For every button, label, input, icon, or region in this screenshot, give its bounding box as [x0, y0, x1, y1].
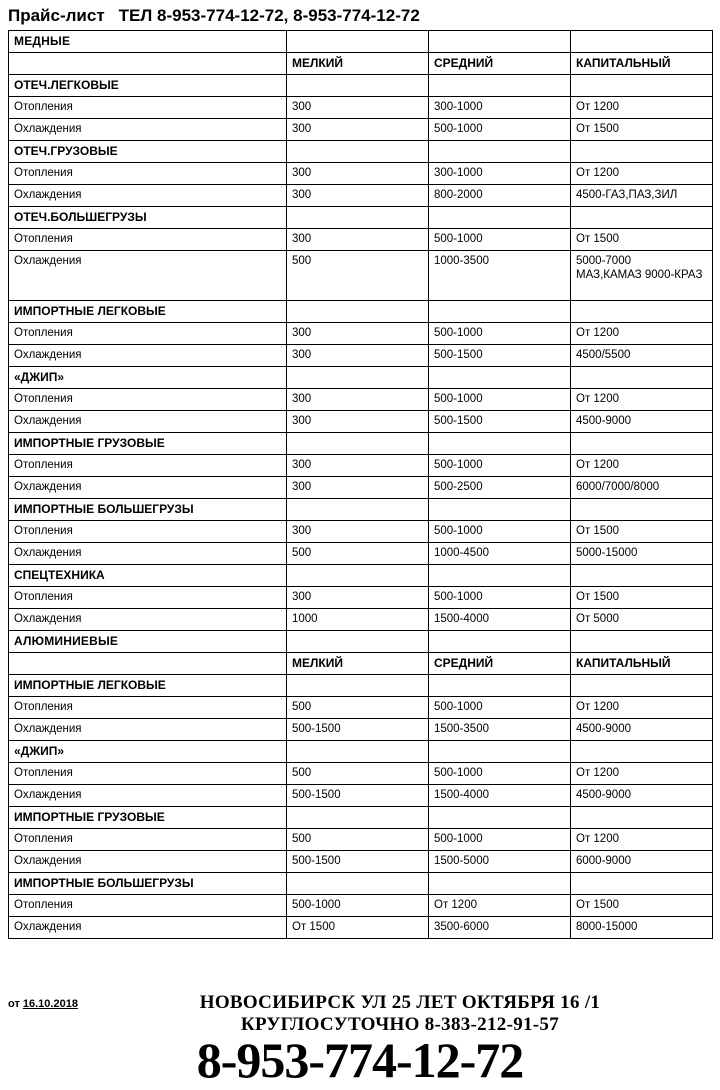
group-blank-cell — [429, 141, 571, 163]
group-blank-cell — [287, 433, 429, 455]
cell-melkiy: 500 — [287, 543, 429, 565]
row-label: Отопления — [9, 587, 287, 609]
group-blank-cell — [287, 75, 429, 97]
group-header-row — [9, 675, 713, 697]
table-row — [9, 829, 713, 851]
table-row — [9, 323, 713, 345]
group-title: ИМПОРТНЫЕ ГРУЗОВЫЕ — [9, 807, 287, 829]
column-header-blank — [9, 653, 287, 675]
row-label: Охлаждения — [9, 477, 287, 499]
cell-kapitalniy: 6000/7000/8000 — [571, 477, 713, 499]
group-blank-cell — [429, 741, 571, 763]
table-row — [9, 251, 713, 301]
row-label: Отопления — [9, 455, 287, 477]
row-label: Охлаждения — [9, 119, 287, 141]
cell-kapitalniy: От 1200 — [571, 763, 713, 785]
row-label: Охлаждения — [9, 543, 287, 565]
cell-kapitalniy: От 1200 — [571, 697, 713, 719]
table-row — [9, 851, 713, 873]
cell-kapitalniy: От 1500 — [571, 229, 713, 251]
cell-kapitalniy: От 1500 — [571, 895, 713, 917]
cell-kapitalniy: От 1500 — [571, 521, 713, 543]
cell-sredniy: 500-1000 — [429, 323, 571, 345]
cell-sredniy: 1000-4500 — [429, 543, 571, 565]
group-header-row — [9, 565, 713, 587]
group-blank-cell — [429, 207, 571, 229]
group-blank-cell — [287, 675, 429, 697]
column-header-row — [9, 653, 713, 675]
table-row — [9, 389, 713, 411]
table-row — [9, 229, 713, 251]
cell-sredniy: 500-1000 — [429, 119, 571, 141]
cell-kapitalniy: 8000-15000 — [571, 917, 713, 939]
cell-sredniy: 3500-6000 — [429, 917, 571, 939]
cell-kapitalniy: 6000-9000 — [571, 851, 713, 873]
table-row — [9, 185, 713, 207]
group-blank-cell — [571, 873, 713, 895]
cell-kapitalniy: От 1500 — [571, 119, 713, 141]
cell-sredniy: 500-1000 — [429, 455, 571, 477]
group-title: СПЕЦТЕХНИКА — [9, 565, 287, 587]
row-label: Отопления — [9, 163, 287, 185]
row-label: Охлаждения — [9, 719, 287, 741]
cell-sredniy: 500-1000 — [429, 697, 571, 719]
row-label: Отопления — [9, 323, 287, 345]
table-row — [9, 411, 713, 433]
row-label: Охлаждения — [9, 851, 287, 873]
group-title: ИМПОРТНЫЕ ЛЕГКОВЫЕ — [9, 675, 287, 697]
cell-melkiy: 300 — [287, 587, 429, 609]
cell-melkiy: 300 — [287, 455, 429, 477]
group-blank-cell — [571, 301, 713, 323]
cell-kapitalniy: От 1200 — [571, 323, 713, 345]
cell-melkiy: 500-1000 — [287, 895, 429, 917]
group-blank-cell — [429, 75, 571, 97]
group-blank-cell — [429, 367, 571, 389]
row-label: Охлаждения — [9, 609, 287, 631]
page-header — [0, 0, 720, 30]
group-title: «ДЖИП» — [9, 367, 287, 389]
group-blank-cell — [571, 499, 713, 521]
group-blank-cell — [287, 141, 429, 163]
table-row — [9, 477, 713, 499]
section-blank-cell — [287, 31, 429, 53]
section-blank-cell — [571, 31, 713, 53]
cell-melkiy: 500 — [287, 829, 429, 851]
cell-melkiy: 300 — [287, 477, 429, 499]
group-blank-cell — [429, 301, 571, 323]
header-phone-numbers: ТЕЛ 8-953-774-12-72, 8-953-774-12-72 — [118, 6, 420, 25]
cell-kapitalniy: От 1200 — [571, 97, 713, 119]
cell-sredniy: 500-1500 — [429, 345, 571, 367]
table-row — [9, 609, 713, 631]
group-blank-cell — [571, 75, 713, 97]
table-row — [9, 785, 713, 807]
cell-sredniy: 1500-5000 — [429, 851, 571, 873]
group-blank-cell — [429, 433, 571, 455]
row-label: Отопления — [9, 895, 287, 917]
group-title: «ДЖИП» — [9, 741, 287, 763]
section-blank-cell — [287, 631, 429, 653]
table-row — [9, 543, 713, 565]
group-blank-cell — [287, 565, 429, 587]
cell-sredniy: 500-2500 — [429, 477, 571, 499]
cell-melkiy: 300 — [287, 323, 429, 345]
cell-sredniy: 500-1000 — [429, 521, 571, 543]
cell-kapitalniy: 5000-7000 МАЗ,КАМАЗ 9000-КРАЗ — [571, 251, 713, 301]
cell-kapitalniy: От 1200 — [571, 389, 713, 411]
group-title: ИМПОРТНЫЕ БОЛЬШЕГРУЗЫ — [9, 499, 287, 521]
cell-kapitalniy: 4500-ГАЗ,ПАЗ,ЗИЛ — [571, 185, 713, 207]
group-blank-cell — [571, 367, 713, 389]
row-label: Отопления — [9, 521, 287, 543]
cell-sredniy: 800-2000 — [429, 185, 571, 207]
cell-melkiy: 500 — [287, 697, 429, 719]
address-block — [88, 992, 712, 1036]
table-row — [9, 521, 713, 543]
section-header-row — [9, 631, 713, 653]
group-blank-cell — [287, 207, 429, 229]
section-title: МЕДНЫЕ — [9, 31, 287, 53]
table-row — [9, 587, 713, 609]
address-line-2: КРУГЛОСУТОЧНО 8-383-212-91-57 — [240, 1013, 560, 1035]
cell-melkiy: 300 — [287, 389, 429, 411]
page-footer — [0, 992, 720, 1090]
group-title: ОТЕЧ.ЛЕГКОВЫЕ — [9, 75, 287, 97]
group-header-row — [9, 807, 713, 829]
group-title: ОТЕЧ.БОЛЬШЕГРУЗЫ — [9, 207, 287, 229]
table-row — [9, 455, 713, 477]
section-blank-cell — [571, 631, 713, 653]
table-row — [9, 895, 713, 917]
cell-sredniy: 1500-3500 — [429, 719, 571, 741]
cell-melkiy: 300 — [287, 163, 429, 185]
cell-sredniy: 500-1000 — [429, 229, 571, 251]
group-title: ОТЕЧ.ГРУЗОВЫЕ — [9, 141, 287, 163]
cell-kapitalniy: От 1200 — [571, 455, 713, 477]
table-row — [9, 119, 713, 141]
cell-kapitalniy: 4500/5500 — [571, 345, 713, 367]
cell-melkiy: 300 — [287, 411, 429, 433]
group-blank-cell — [571, 741, 713, 763]
page-title: Прайс-лист — [8, 6, 105, 25]
table-row — [9, 345, 713, 367]
cell-kapitalniy: 5000-15000 — [571, 543, 713, 565]
cell-kapitalniy: 4500-9000 — [571, 719, 713, 741]
group-blank-cell — [571, 807, 713, 829]
column-header-kapitalniy: КАПИТАЛЬНЫЙ — [571, 53, 713, 75]
column-header-sredniy: СРЕДНИЙ — [429, 653, 571, 675]
group-blank-cell — [429, 675, 571, 697]
cell-melkiy: 300 — [287, 345, 429, 367]
group-blank-cell — [287, 873, 429, 895]
group-header-row — [9, 433, 713, 455]
group-blank-cell — [571, 433, 713, 455]
date-value: 16.10.2018 — [22, 997, 78, 1010]
cell-sredniy: 500-1500 — [429, 411, 571, 433]
group-blank-cell — [287, 807, 429, 829]
cell-sredniy: 300-1000 — [429, 163, 571, 185]
column-header-blank — [9, 53, 287, 75]
cell-kapitalniy: От 1200 — [571, 829, 713, 851]
column-header-melkiy: МЕЛКИЙ — [287, 53, 429, 75]
main-phone-number: 8-953-774-12-72 — [196, 1031, 524, 1088]
table-row — [9, 719, 713, 741]
cell-melkiy: 500-1500 — [287, 785, 429, 807]
section-header-row — [9, 31, 713, 53]
group-header-row — [9, 499, 713, 521]
row-label: Отопления — [9, 229, 287, 251]
group-blank-cell — [571, 141, 713, 163]
date-prefix: от — [8, 997, 23, 1010]
column-header-sredniy: СРЕДНИЙ — [429, 53, 571, 75]
cell-melkiy: 300 — [287, 185, 429, 207]
cell-sredniy: 500-1000 — [429, 829, 571, 851]
group-blank-cell — [571, 207, 713, 229]
price-table — [8, 30, 713, 939]
cell-sredniy: От 1200 — [429, 895, 571, 917]
cell-melkiy: 500-1500 — [287, 851, 429, 873]
cell-sredniy: 1000-3500 — [429, 251, 571, 301]
group-blank-cell — [287, 301, 429, 323]
group-title: ИМПОРТНЫЕ ЛЕГКОВЫЕ — [9, 301, 287, 323]
cell-melkiy: 1000 — [287, 609, 429, 631]
cell-sredniy: 500-1000 — [429, 763, 571, 785]
cell-melkiy: 300 — [287, 521, 429, 543]
row-label: Отопления — [9, 389, 287, 411]
cell-kapitalniy: 4500-9000 — [571, 411, 713, 433]
cell-melkiy: 500 — [287, 763, 429, 785]
group-blank-cell — [571, 675, 713, 697]
cell-kapitalniy: От 1500 — [571, 587, 713, 609]
group-header-row — [9, 873, 713, 895]
cell-melkiy: 300 — [287, 97, 429, 119]
group-blank-cell — [429, 565, 571, 587]
price-date — [8, 992, 78, 1010]
cell-kapitalniy: 4500-9000 — [571, 785, 713, 807]
group-blank-cell — [429, 499, 571, 521]
row-label: Охлаждения — [9, 345, 287, 367]
section-title: АЛЮМИНИЕВЫЕ — [9, 631, 287, 653]
table-row — [9, 763, 713, 785]
group-blank-cell — [429, 873, 571, 895]
row-label: Охлаждения — [9, 411, 287, 433]
group-header-row — [9, 741, 713, 763]
group-title: ИМПОРТНЫЕ ГРУЗОВЫЕ — [9, 433, 287, 455]
address-line-1: НОВОСИБИРСК УЛ 25 ЛЕТ ОКТЯБРЯ 16 /1 — [199, 991, 601, 1013]
group-title: ИМПОРТНЫЕ БОЛЬШЕГРУЗЫ — [9, 873, 287, 895]
cell-sredniy: 500-1000 — [429, 389, 571, 411]
column-header-kapitalniy: КАПИТАЛЬНЫЙ — [571, 653, 713, 675]
group-blank-cell — [287, 499, 429, 521]
row-label: Охлаждения — [9, 917, 287, 939]
row-label: Охлаждения — [9, 251, 287, 301]
table-row — [9, 97, 713, 119]
group-blank-cell — [429, 807, 571, 829]
section-blank-cell — [429, 31, 571, 53]
cell-sredniy: 1500-4000 — [429, 609, 571, 631]
group-blank-cell — [287, 367, 429, 389]
cell-melkiy: 500 — [287, 251, 429, 301]
group-header-row — [9, 75, 713, 97]
cell-kapitalniy: От 5000 — [571, 609, 713, 631]
cell-melkiy: 300 — [287, 229, 429, 251]
cell-kapitalniy: От 1200 — [571, 163, 713, 185]
row-label: Отопления — [9, 697, 287, 719]
section-blank-cell — [429, 631, 571, 653]
group-header-row — [9, 367, 713, 389]
table-row — [9, 917, 713, 939]
table-row — [9, 697, 713, 719]
group-blank-cell — [287, 741, 429, 763]
cell-sredniy: 500-1000 — [429, 587, 571, 609]
group-header-row — [9, 301, 713, 323]
group-header-row — [9, 141, 713, 163]
row-label: Отопления — [9, 829, 287, 851]
table-row — [9, 163, 713, 185]
row-label: Отопления — [9, 97, 287, 119]
row-label: Отопления — [9, 763, 287, 785]
column-header-row — [9, 53, 713, 75]
group-blank-cell — [571, 565, 713, 587]
cell-melkiy: От 1500 — [287, 917, 429, 939]
row-label: Охлаждения — [9, 785, 287, 807]
group-header-row — [9, 207, 713, 229]
cell-sredniy: 300-1000 — [429, 97, 571, 119]
cell-sredniy: 1500-4000 — [429, 785, 571, 807]
column-header-melkiy: МЕЛКИЙ — [287, 653, 429, 675]
cell-melkiy: 300 — [287, 119, 429, 141]
cell-melkiy: 500-1500 — [287, 719, 429, 741]
row-label: Охлаждения — [9, 185, 287, 207]
